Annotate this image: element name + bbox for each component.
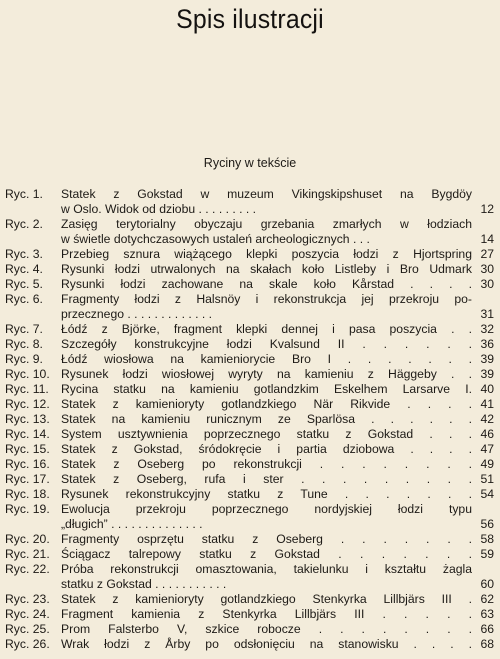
figure-label: Ryc. 10. [5,367,50,381]
caption-line: Łódź wiosłowa na kamieniorycie Bro I . . . . . . . [61,352,472,366]
list-item [5,592,494,607]
caption-line: Fragment kamienia z Stenkyrka Lillbjärs III . . . . . [61,607,472,621]
figure-caption [61,622,472,637]
list-item [5,262,494,277]
page-number: 68 [480,637,494,651]
list-item [5,427,494,442]
caption-line: Statek na kamieniu runicznym ze Sparlösa . . . . . . [61,412,472,426]
figure-label: Ryc. 21. [5,547,50,561]
figure-label: Ryc. 18. [5,487,50,501]
page-number: 63 [480,607,494,621]
caption-line: Ewolucja przekroju poprzecznego nordyjskiej łodzi typu [61,502,472,516]
figure-caption [61,262,472,277]
figure-label: Ryc. 22. [5,562,50,576]
caption-line: w Oslo. Widok od dziobu . . . . . . . . . [61,202,257,216]
figure-caption [61,367,472,382]
figure-label: Ryc. 4. [5,262,43,276]
caption-line: w świetle dotychczasowych ustaleń archeologicznych . . . [61,232,370,246]
figure-caption [61,457,472,472]
figure-caption [61,277,472,292]
list-item [5,382,494,397]
figure-label: Ryc. 26. [5,637,50,651]
list-item [5,187,494,217]
list-item [5,442,494,457]
caption-line: Wrak łodzi z Årby po odsłonięciu na stanowisku . . . . [61,637,472,651]
list-item [5,217,494,247]
list-item [5,322,494,337]
page-number: 66 [480,622,494,636]
figure-label: Ryc. 2. [5,217,43,231]
list-item [5,457,494,472]
caption-line: Szczegóły konstrukcyjne łodzi Kvalsund II . . . . . . [61,337,472,351]
caption-line: Statek z kamienioryty gotlandzkiego När Rikvide . . . . [61,397,472,411]
list-item [5,247,494,262]
figure-label: Ryc. 14. [5,427,50,441]
caption-line: Statek z Oseberg, rufa i ster . . . . . . . . . [61,472,472,486]
figure-caption [61,337,472,352]
figure-label: Ryc. 25. [5,622,50,636]
caption-line: Próba rekonstrukcji omasztowania, takielunku i kształtu żagla [61,562,472,576]
page-number: 60 [480,577,494,591]
list-item [5,562,494,592]
figure-label: Ryc. 9. [5,352,43,366]
figure-caption [61,592,472,607]
caption-line: Rycina statku na kamieniu gotlandzkim Eskelhem Larsarve I. [61,382,472,396]
section-heading: Ryciny w tekście [203,156,297,170]
list-item [5,412,494,427]
caption-line: Statek z kamienioryty gotlandzkiego Stenkyrka Lillbjärs III . [61,592,472,606]
list-item [5,502,494,532]
page-number: 51 [480,472,494,486]
list-item [5,292,494,322]
figure-caption [61,637,472,652]
list-item [5,352,494,367]
figure-label: Ryc. 20. [5,532,50,546]
figure-caption [61,292,472,322]
list-item [5,367,494,382]
figure-label: Ryc. 11. [5,382,49,396]
figure-caption [61,442,472,457]
caption-line: Zasięg terytorialny obyczaju grzebania zmarłych w łodziach [61,217,472,231]
caption-line: Statek z Gokstad, śródokręcie i partia dziobowa . . . . [61,442,472,456]
list-item [5,622,494,637]
caption-line: Ściągacz talrepowy statku z Gokstad . . . . . . . [61,547,472,561]
list-item [5,637,494,652]
page-number: 14 [480,232,494,246]
figure-label: Ryc. 23. [5,592,50,606]
figure-label: Ryc. 1. [5,187,43,201]
figure-label: Ryc. 17. [5,472,50,486]
list-item [5,487,494,502]
page-number: 39 [480,352,494,366]
figure-caption [61,427,472,442]
list-item [5,547,494,562]
page-number: 49 [480,457,494,471]
page-number: 40 [480,382,494,396]
page-number: 27 [480,247,494,261]
caption-line: System usztywnienia poprzecznego statku z Gokstad . . . [61,427,472,441]
caption-line: Fragmenty osprzętu statku z Oseberg . . . . . . . [61,532,472,546]
figure-caption [61,472,472,487]
page-number: 12 [480,202,494,216]
caption-line: Rysunek łodzi wiosłowej wyryty na kamieniu z Häggeby . . [61,367,472,381]
figure-label: Ryc. 3. [5,247,43,261]
page-number: 54 [480,487,494,501]
page-number: 58 [480,532,494,546]
caption-line: „długich” . . . . . . . . . . . . . . [61,517,203,531]
figure-label: Ryc. 6. [5,292,43,306]
figure-label: Ryc. 19. [5,502,50,516]
list-item [5,532,494,547]
caption-line: Prom Falsterbo V, szkice robocze . . . . . . . . [61,622,472,636]
caption-line: przecznego . . . . . . . . . . . . . [61,307,213,321]
caption-line: Rysunki łodzi utrwalonych na skałach koło Listleby i Bro Udmark [61,262,472,276]
figure-caption [61,397,472,412]
list-item [5,607,494,622]
caption-line: Fragmenty łodzi z Halsnöy i rekonstrukcja jej przekroju po- [61,292,472,306]
figure-label: Ryc. 24. [5,607,50,621]
page-number: 47 [480,442,494,456]
figure-caption [61,487,472,502]
figure-label: Ryc. 15. [5,442,50,456]
caption-line: statku z Gokstad . . . . . . . . . . . [61,577,227,591]
figure-label: Ryc. 16. [5,457,50,471]
figure-caption [61,502,472,532]
figure-caption [61,247,472,262]
list-item [5,277,494,292]
caption-line: Statek z Gokstad w muzeum Vikingskipshuset na Bygdöy [61,187,472,201]
page-number: 39 [480,367,494,381]
figure-caption [61,547,472,562]
page-number: 59 [480,547,494,561]
figure-caption [61,187,472,217]
caption-line: Rysunek rekonstrukcyjny statku z Tune . . . . . . . [61,487,472,501]
figure-label: Ryc. 5. [5,277,43,291]
figure-label: Ryc. 12. [5,397,50,411]
figure-caption [61,382,472,397]
page-number: 32 [480,322,494,336]
figure-label: Ryc. 13. [5,412,50,426]
page-number: 62 [480,592,494,606]
list-item [5,472,494,487]
page-number: 31 [480,307,494,321]
caption-line: Rysunki łodzi zachowane na skale koło Kårstad . . . . [61,277,472,291]
page-number: 56 [480,517,494,531]
page-number: 30 [480,262,494,276]
figure-caption [61,412,472,427]
figure-caption [61,217,472,247]
page-number: 36 [480,337,494,351]
list-item [5,397,494,412]
caption-line: Statek z Oseberg po rekonstrukcji . . . . . . . . [61,457,472,471]
page-number: 46 [480,427,494,441]
page-title: Spis ilustracji [176,4,324,34]
figure-caption [61,562,472,592]
figure-caption [61,607,472,622]
page-number: 30 [480,277,494,291]
list-item [5,337,494,352]
figure-caption [61,352,472,367]
page-number: 42 [480,412,494,426]
figure-label: Ryc. 8. [5,337,43,351]
page-number: 41 [480,397,494,411]
figure-caption [61,532,472,547]
caption-line: Przebieg sznura wiążącego klepki poszycia łodzi z Hjortspring [61,247,472,261]
illustration-list [5,187,494,652]
figure-caption [61,322,472,337]
caption-line: Łódź z Björke, fragment klepki dennej i pasa poszycia . . [61,322,472,336]
figure-label: Ryc. 7. [5,322,43,336]
